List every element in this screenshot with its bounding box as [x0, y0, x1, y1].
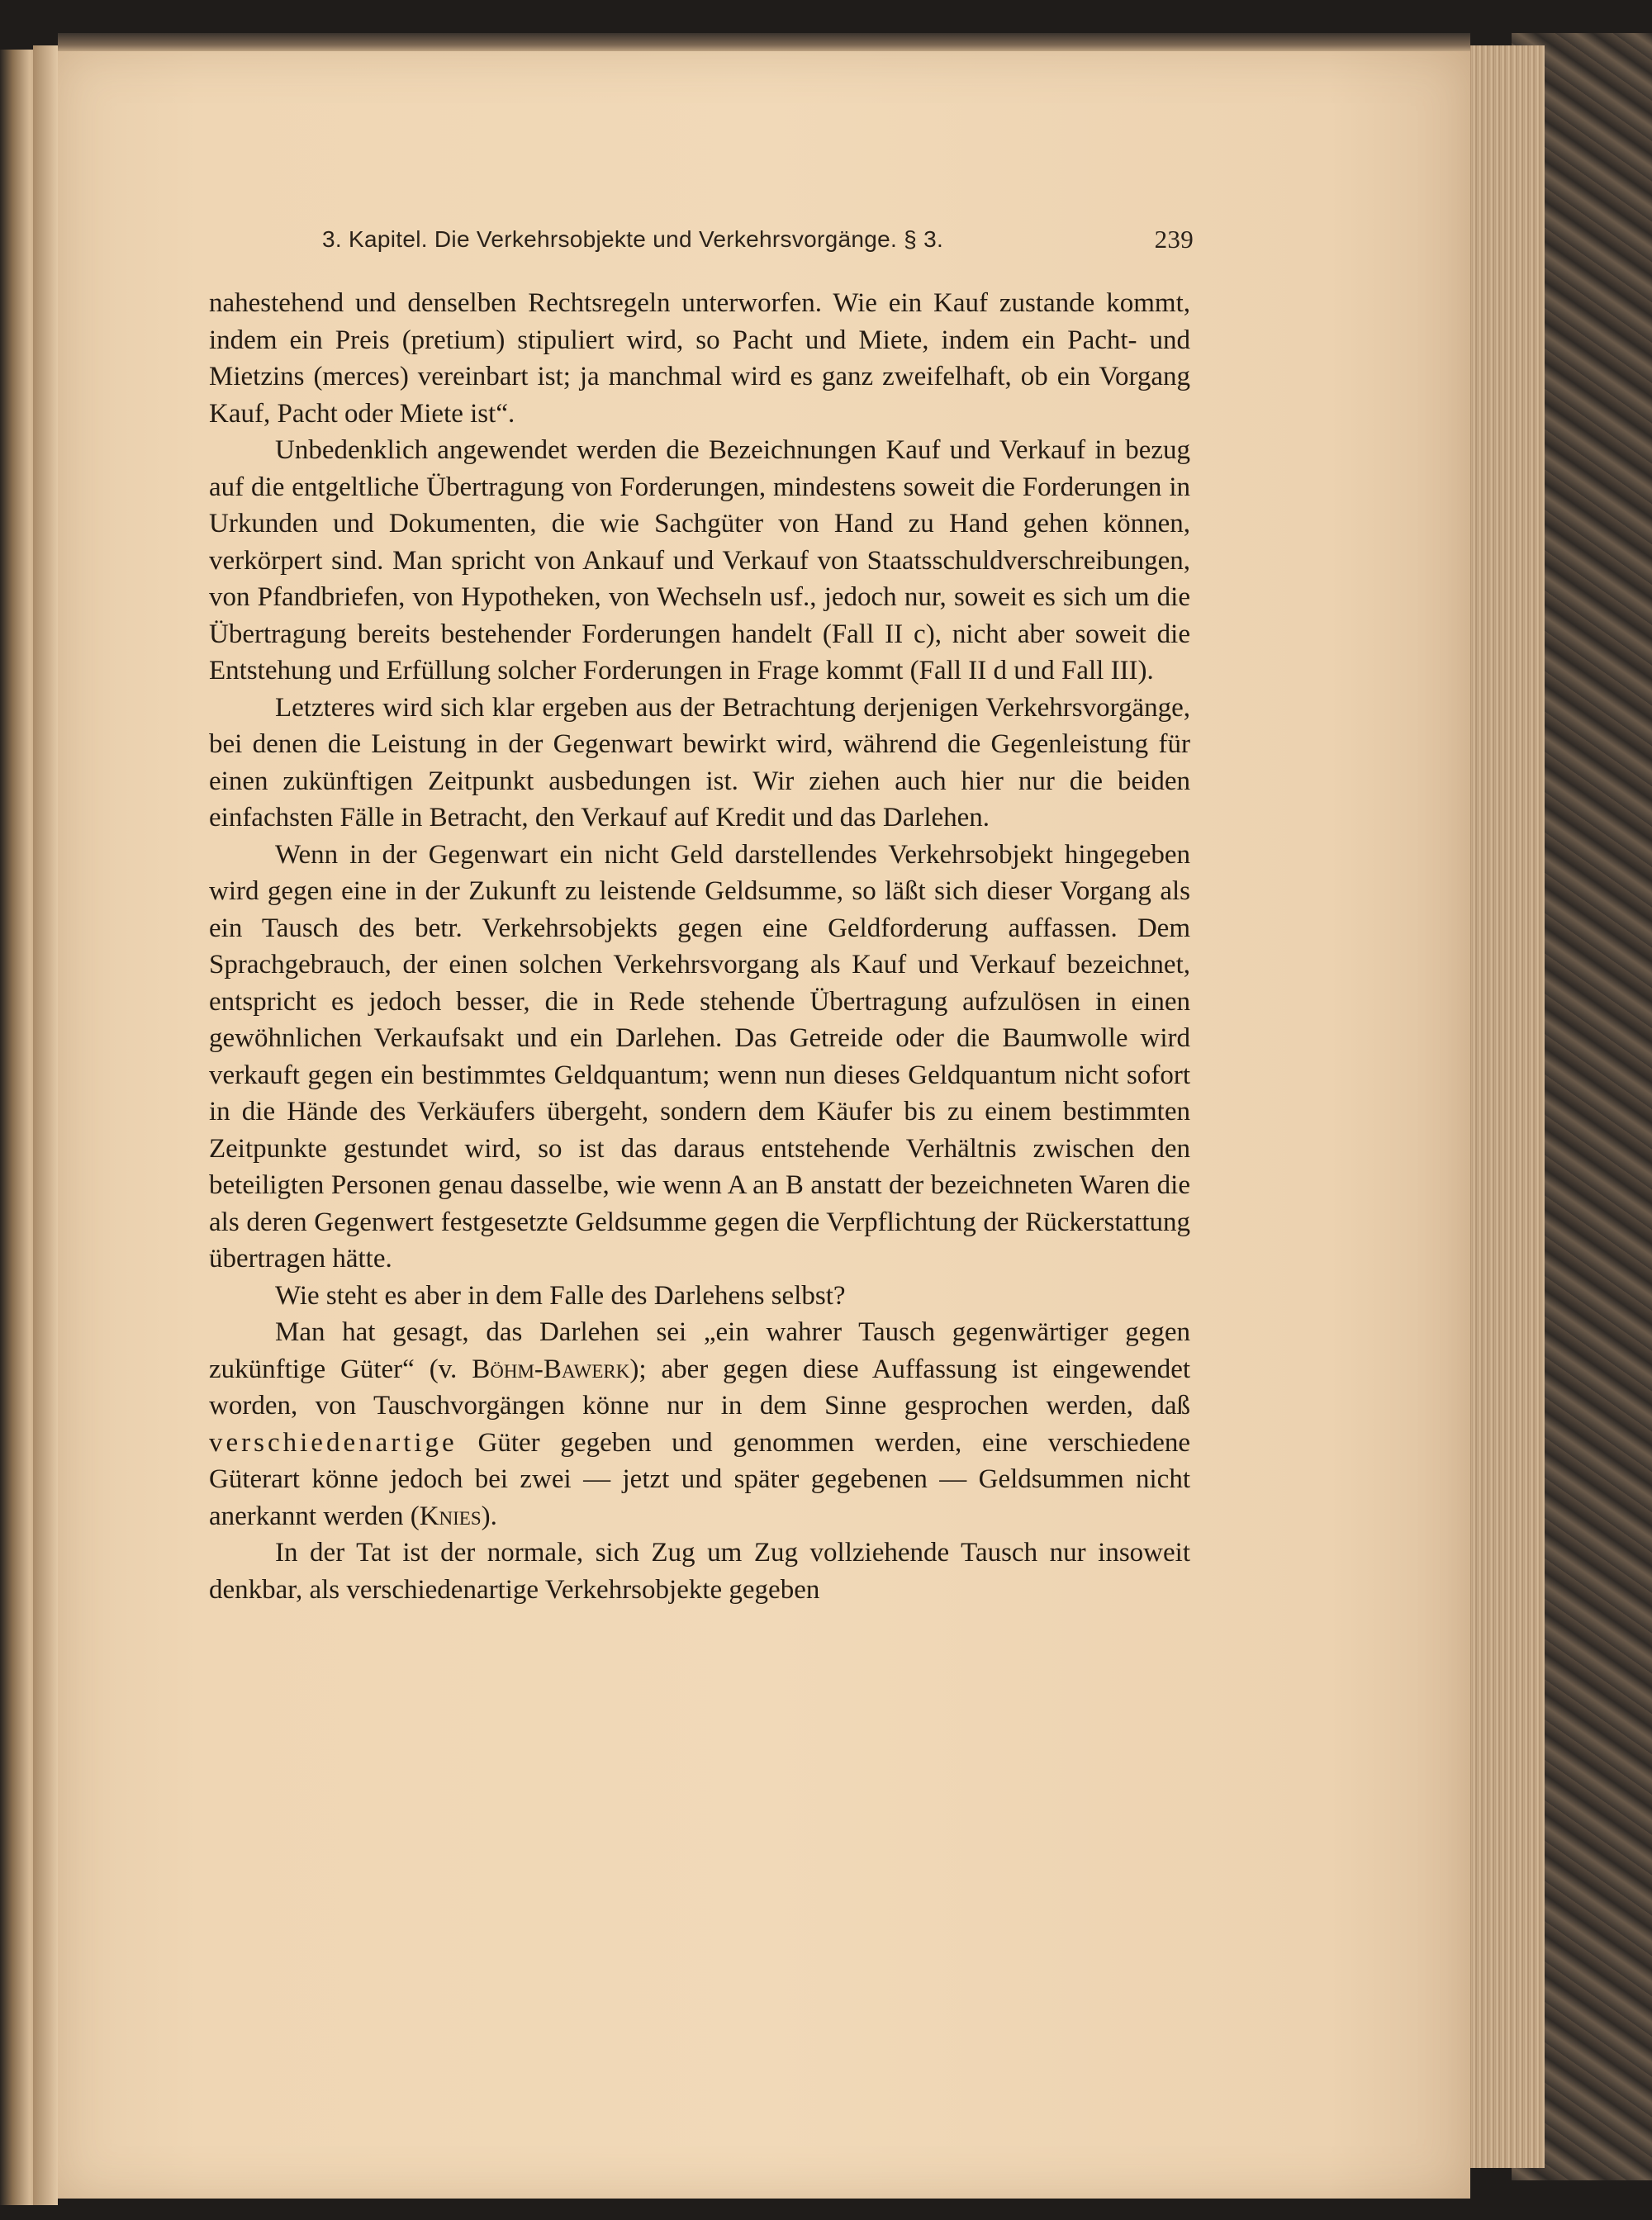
paragraph	[209, 1535, 1190, 1608]
book-gutter	[33, 45, 58, 2205]
left-page-edge	[0, 50, 37, 2205]
text-run: Letzteres wird sich klar ergeben aus der Betrachtung derjenigen Verkehrsvorgänge, bei denen die Leistung in der Gegenwart bewirkt wird, während die Gegenleistung für einen zukünftigen Zeitpunkt ausbedungen ist. Wir ziehen auch hier nur die beiden einfachsten Fälle in Betracht, den Verkauf auf Kredit und das Darlehen.	[209, 692, 1190, 832]
text-run: ).	[481, 1501, 497, 1531]
paragraph	[209, 1314, 1190, 1535]
paragraph	[209, 1278, 1190, 1315]
text-run: nahestehend und denselben Rechtsregeln unterworfen. Wie ein Kauf zustande kommt, indem ein Preis (pretium) stipuliert wird, so Pacht und Miete, indem ein Pacht- und Mietzins (merces) vereinbart ist; ja manchmal wird es ganz zweifelhaft, ob ein Vorgang Kauf, Pacht oder Miete ist“.	[209, 288, 1190, 429]
text-run: Man hat gesagt, das Darlehen sei „ein wahrer Tausch gegenwärtiger gegen zukünftige Güter“ (v.	[209, 1317, 1190, 1384]
text-run: In der Tat ist der normale, sich Zug um Zug vollziehende Tausch nur insoweit denkbar, als verschiedenartige Verkehrsobjekte gegeben	[209, 1538, 1190, 1605]
text-run: ); aber gegen diese Auffassung ist eingewendet worden, von Tauschvorgängen könne nur in dem Sinne gesprochen werden, daß	[209, 1354, 1191, 1421]
emphasized-word: verschiedenartige	[209, 1427, 458, 1458]
page-number: 239	[1154, 225, 1194, 254]
text-run: Güter gegeben und genommen werden, eine verschiedene Güterart könne jedoch bei zwei — jetzt und später gegebenen — Geldsummen nicht anerkannt werden (	[209, 1427, 1190, 1531]
author-name: Böhm-Bawerk	[472, 1354, 630, 1384]
paragraph	[209, 837, 1190, 1278]
paragraph	[209, 432, 1190, 690]
text-run: Wenn in der Gegenwart ein nicht Geld darstellendes Verkehrsobjekt hingegeben wird gegen eine in der Zukunft zu leistende Geldsumme, so läßt sich dieser Vorgang als ein Tausch des betr. Verkehrsobjekts gegen eine Geldforderung auffassen. Dem Sprachgebrauch, der einen solchen Verkehrsvorgang als Kauf und Verkauf bezeichnet, entspricht es jedoch besser, die in Rede stehende Übertragung aufzulösen in einen gewöhnlichen Verkaufsakt und ein Darlehen. Das Getreide oder die Baumwolle wird verkauft gegen ein bestimmtes Geldquantum; wenn nun dieses Geldquantum nicht sofort in die Hände des Verkäufers übergeht, sondern dem Käufer bis zu einem bestimmten Zeitpunkte gestundet wird, so ist das daraus entstehende Verhältnis zwischen den beteiligten Personen genau dasselbe, wie wenn A an B anstatt der bezeichneten Waren die als deren Gegenwert festgesetzte Geldsumme gegen die Verpflichtung der Rückerstattung übertragen hätte.	[209, 839, 1190, 1274]
body-text	[209, 285, 1190, 1912]
page-stack-edge	[1466, 45, 1545, 2168]
running-head: 3. Kapitel. Die Verkehrsobjekte und Verkehrsvorgänge. § 3.	[322, 226, 944, 252]
paragraph	[209, 690, 1190, 837]
text-run: Unbedenklich angewendet werden die Bezeichnungen Kauf und Verkauf in bezug auf die entgeltliche Übertragung von Forderungen, mindestens soweit die Forderungen in Urkunden und Dokumenten, die wie Sachgüter von Hand zu Hand gehen können, verkörpert sind. Man spricht von Ankauf und Verkauf von Staatsschuldverschreibungen, von Pfandbriefen, von Hypotheken, von Wechseln usf., jedoch nur, soweit es sich um die Übertragung bereits bestehender Forderungen handelt (Fall II c), nicht aber soweit die Entstehung und Erfüllung solcher Forderungen in Frage kommt (Fall II d und Fall III).	[209, 435, 1190, 685]
page-header	[322, 221, 1194, 263]
author-name: Knies	[419, 1501, 482, 1531]
book-top-edge	[58, 33, 1470, 53]
paragraph	[209, 285, 1190, 432]
text-run: Wie steht es aber in dem Falle des Darlehens selbst?	[275, 1280, 846, 1311]
